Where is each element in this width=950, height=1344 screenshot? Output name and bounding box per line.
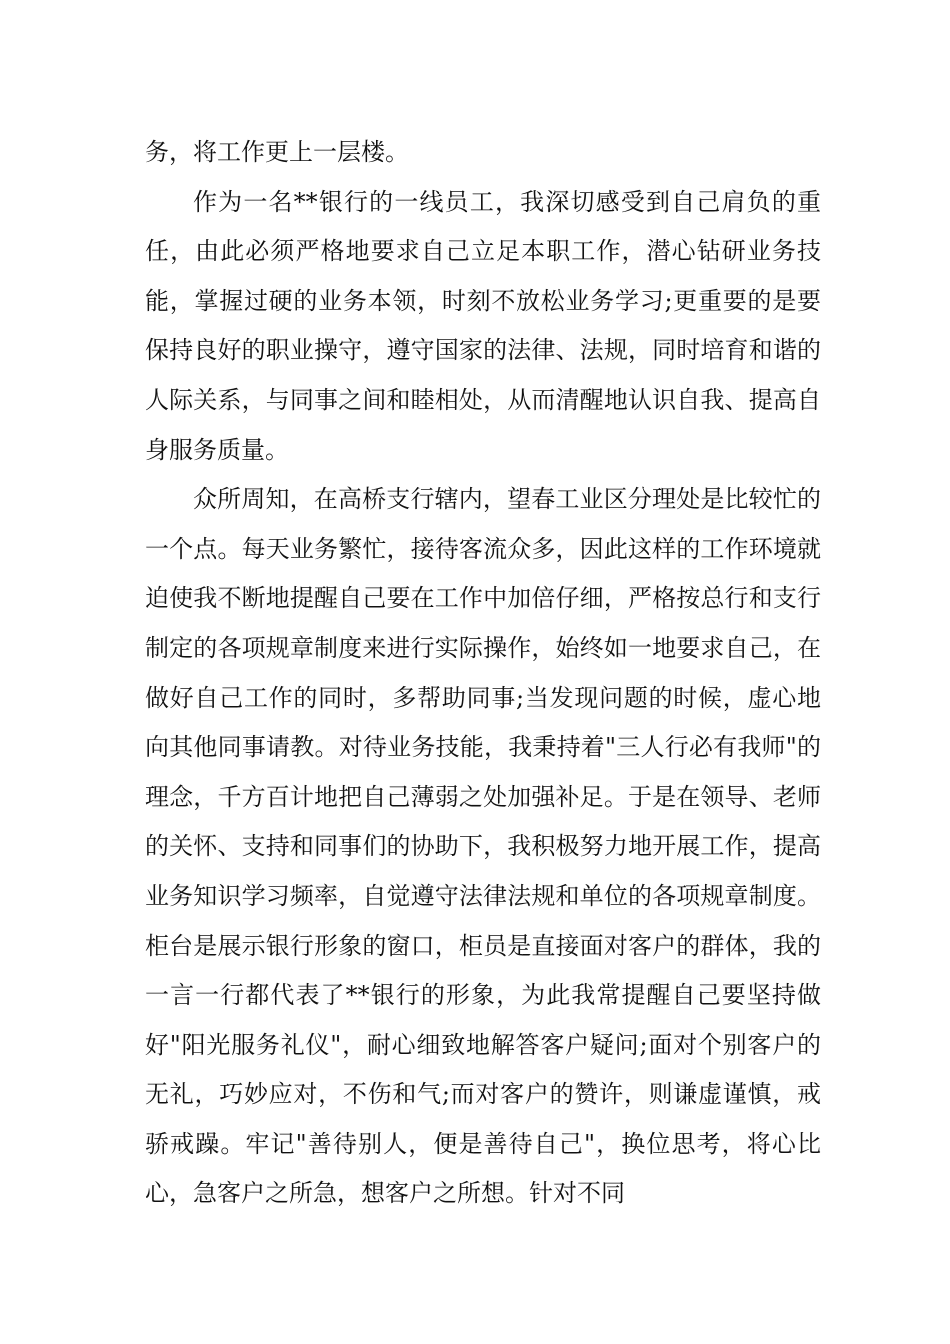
paragraph-continuation: 务，将工作更上一层楼。 [145,138,409,166]
paragraph-work-practice: 众所周知，在高桥支行辖内，望春工业区分理处是比较忙的一个点。每天业务繁忙，接待客流众多，因此这样的工作环境就迫使我不断地提醒自己要在工作中加倍仔细，严格按总行和支行制定的各项规章制度来进行实际操作，始终如一地要求自己，在做好自己工作的同时，多帮助同事;当发现问题的时候，虚心地向其他同事请教。对待业务技能，我秉持着"三人行必有我师"的理念，千方百计地把自己薄弱之处加强补足。于是在领导、老师的关怀、支持和同事们的协助下，我积极努力地开展工作，提高业务知识学习频率，自觉遵守法律法规和单位的各项规章制度。柜台是展示银行形象的窗口，柜员是直接面对客户的群体，我的一言一行都代表了**银行的形象，为此我常提醒自己要坚持做好"阳光服务礼仪"，耐心细致地解答客户疑问;面对个别客户的无礼，巧妙应对，不伤和气;而对客户的赞许，则谦虚谨慎，戒骄戒躁。牢记"善待别人，便是善待自己"，换位思考，将心比心，急客户之所急，想客户之所想。针对不同 [145,485,821,1208]
paragraph-responsibility: 作为一名**银行的一线员工，我深切感受到自己肩负的重任，由此必须严格地要求自己立足本职工作，潜心钻研业务技能，掌握过硬的业务本领，时刻不放松业务学习;更重要的是要保持良好的职业操守，遵守国家的法律、法规，同时培育和谐的人际关系，与同事之间和睦相处，从而清醒地认识自我、提高自身服务质量。 [145,187,821,464]
document-body [145,128,821,1219]
